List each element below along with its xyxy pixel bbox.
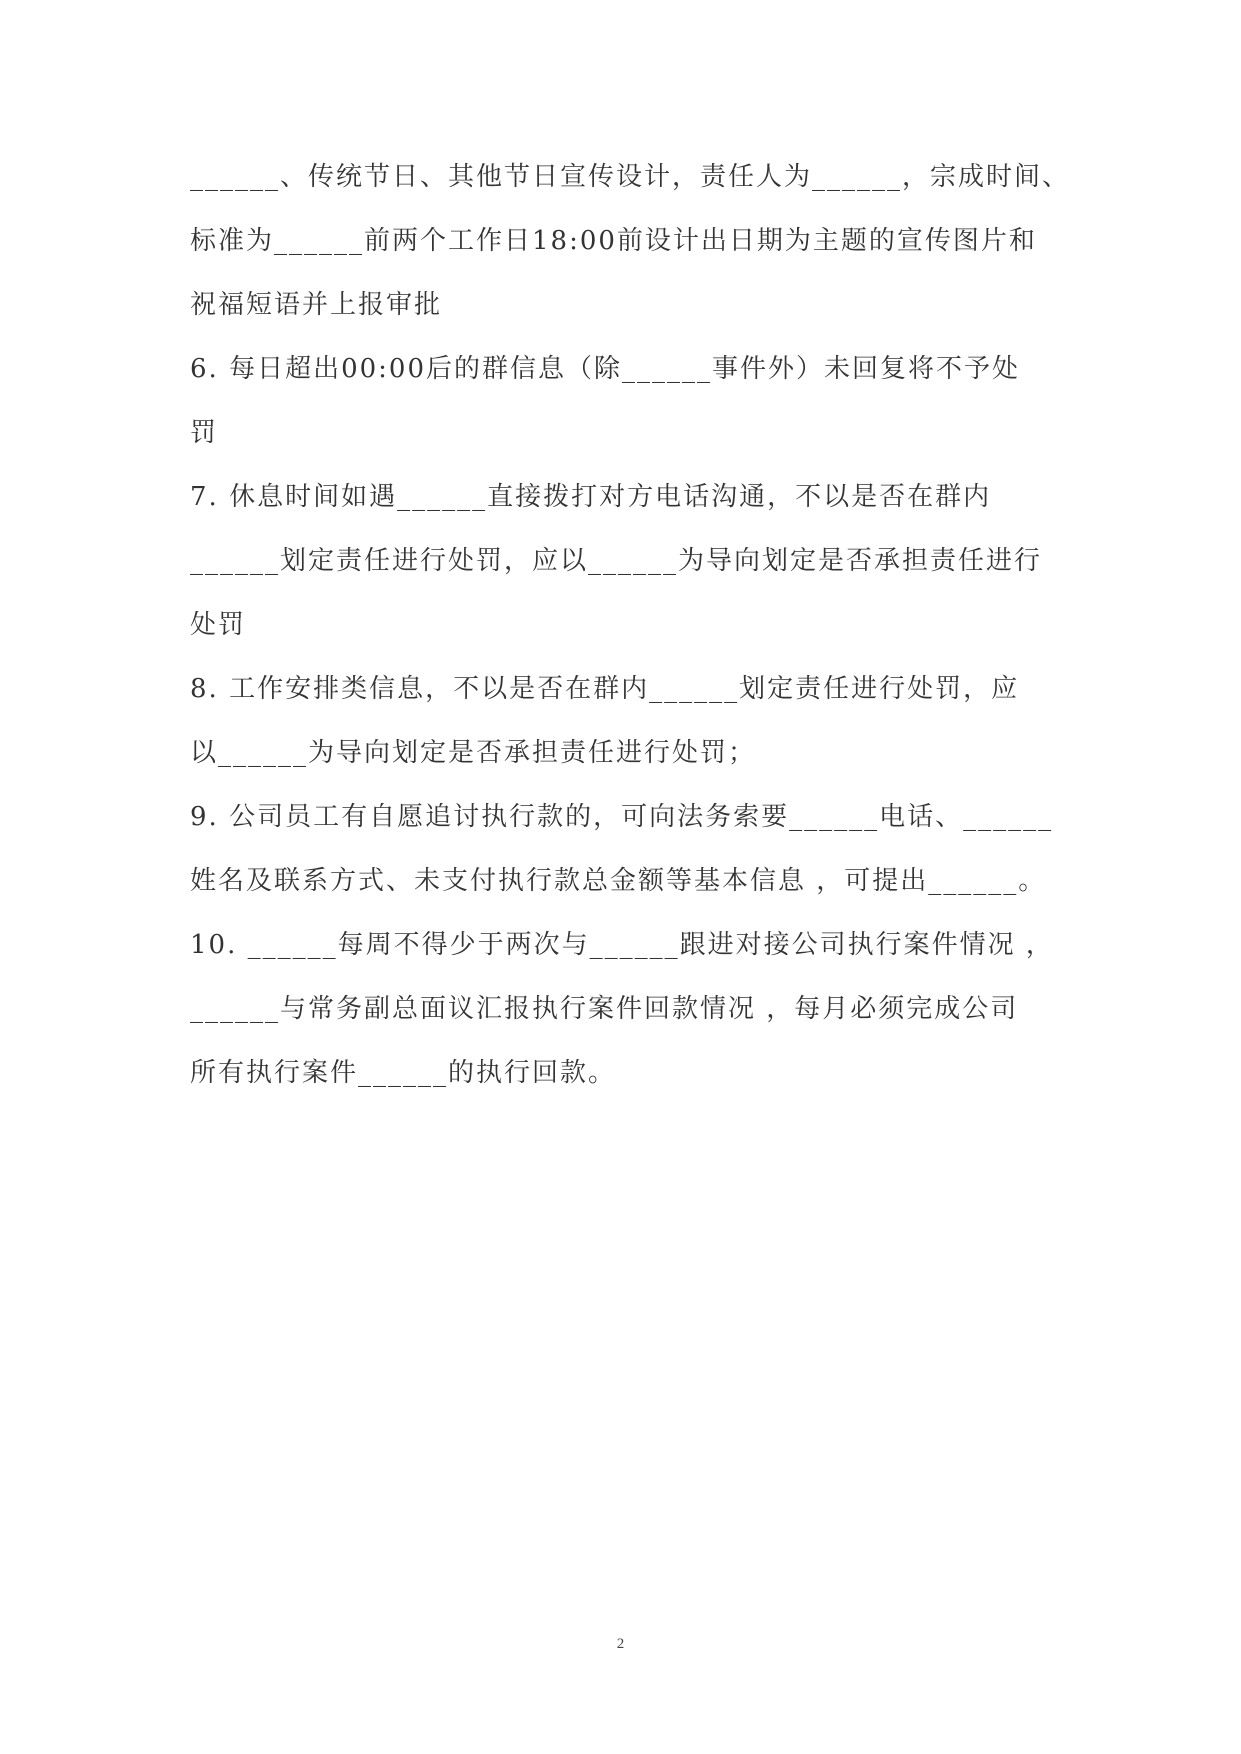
- text-line: ______、传统节日、其他节日宣传设计，责任人为______，宗成时间、: [190, 162, 1071, 192]
- document-body: [190, 160, 1070, 1120]
- text-line: 所有执行案件______的执行回款。: [190, 1058, 617, 1088]
- text-line: 6. 每日超出00:00后的群信息（除______事件外）未回复将不予处: [190, 354, 1020, 384]
- text-line: 罚: [190, 418, 219, 448]
- text-line: 9. 公司员工有自愿追讨执行款的，可向法务索要______电话、______: [190, 802, 1054, 832]
- text-line: ______划定责任进行处罚，应以______为导向划定是否承担责任进行: [190, 546, 1043, 576]
- text-line: ______与常务副总面议汇报执行案件回款情况 ，每月必须完成公司: [190, 994, 1019, 1024]
- text-line: 姓名及联系方式、未支付执行款总金额等基本信息 ，可提出______。: [190, 866, 1047, 896]
- text-line: 10. ______每周不得少于两次与______跟进对接公司执行案件情况 ，: [190, 930, 1054, 960]
- page-number: 2: [616, 1636, 625, 1652]
- text-line: 8. 工作安排类信息，不以是否在群内______划定责任进行处罚，应: [190, 674, 1020, 704]
- text-line: 以______为导向划定是否承担责任进行处罚；: [190, 738, 757, 768]
- text-line: 标准为______前两个工作日18:00前设计出日期为主题的宣传图片和: [190, 226, 1037, 256]
- text-line: 祝福短语并上报审批: [190, 290, 443, 320]
- text-line: 处罚: [190, 610, 247, 640]
- text-line: 7. 休息时间如遇______直接拨打对方电话沟通，不以是否在群内: [190, 482, 992, 512]
